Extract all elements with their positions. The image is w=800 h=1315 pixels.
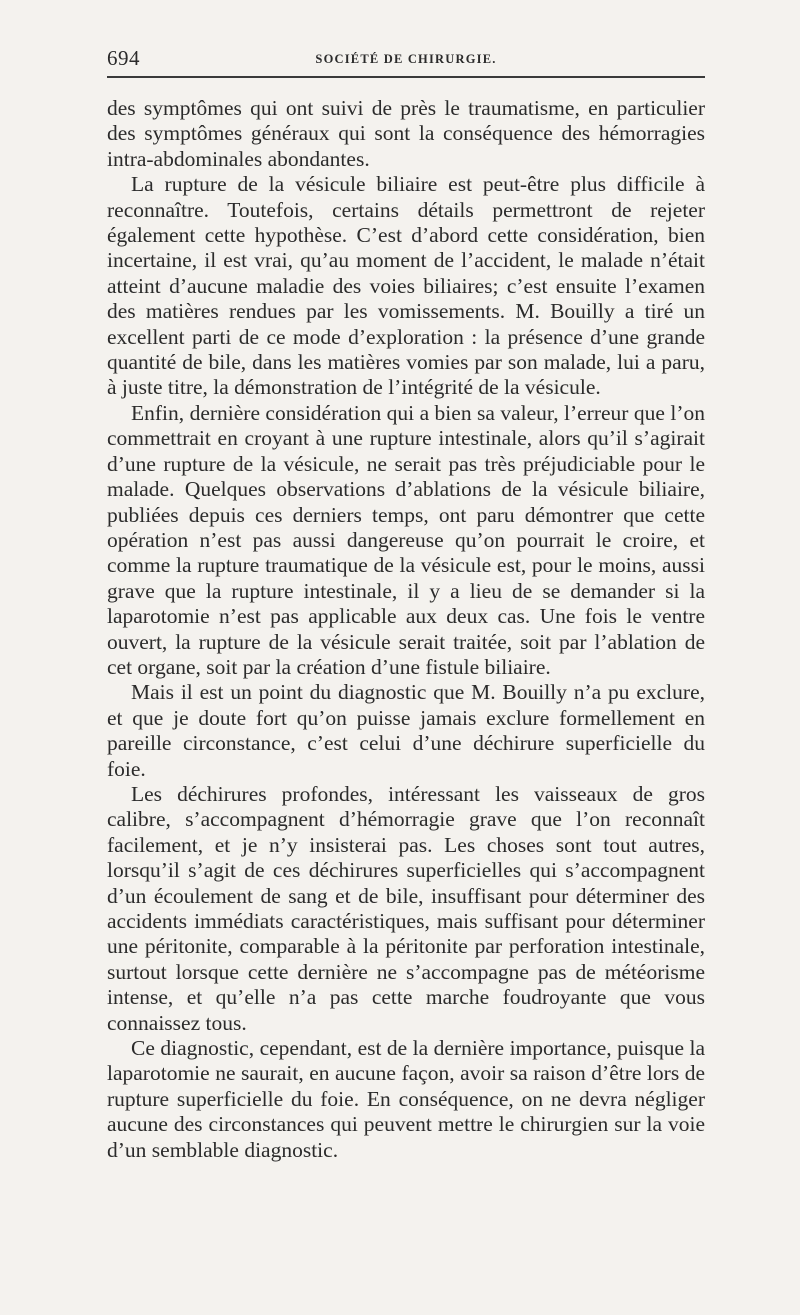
running-title: SOCIÉTÉ DE CHIRURGIE.	[315, 52, 497, 66]
paragraph: Les déchirures profondes, intéressant les vaisseaux de gros calibre, s’accompagnent d’hémorragie grave que l’on reconnaît facilement, et je n’y insisterai pas. Les choses sont tout autres, lorsqu’il s’agit de ces déchirures superficielles qui s’accompagnent d’un écoulement de sang et de bile, insuffisant pour déterminer des accidents immédiats caractéristiques, mais suffisant pour déterminer une péritonite, comparable à la péritonite par perforation intestinale, surtout lorsque cette dernière ne s’accompagne pas de météorisme intense, et qu’elle n’a pas cette marche foudroyante que vous connaissez tous.	[107, 781, 705, 1035]
paragraph: Enfin, dernière considération qui a bien sa valeur, l’erreur que l’on commettrait en croyant à une rupture intestinale, alors qu’il s’agirait d’une rupture de la vésicule, ne serait pas très préjudiciable pour le malade. Quelques observations d’ablations de la vésicule biliaire, publiées depuis ces derniers temps, ont paru démontrer que cette opération n’est pas aussi dangereuse qu’on pourrait le croire, et comme la rupture traumatique de la vésicule est, pour le moins, aussi grave que la rupture intestinale, il y a lieu de se demander si la laparotomie n’est pas applicable aux deux cas. Une fois le ventre ouvert, la rupture de la vésicule serait traitée, soit par l’ablation de cet organe, soit par la création d’une fistule biliaire.	[107, 400, 705, 679]
page-header	[107, 46, 705, 76]
header-rule	[107, 76, 705, 78]
paragraph: Mais il est un point du diagnostic que M. Bouilly n’a pu exclure, et que je doute fort qu’on puisse jamais exclure formellement en pareille circonstance, c’est celui d’une déchirure superficielle du foie.	[107, 680, 705, 781]
body-text	[107, 96, 705, 1163]
paragraph: La rupture de la vésicule biliaire est peut-être plus difficile à reconnaître. Toutefois, certains détails permettront de rejeter également cette hypothèse. C’est d’abord cette considération, bien incertaine, il est vrai, qu’au moment de l’accident, le malade n’était atteint d’aucune maladie des voies biliaires; c’est ensuite l’examen des matières rendues par les vomissements. M. Bouilly a tiré un excellent parti de ce mode d’exploration : la présence d’une grande quantité de bile, dans les matières vomies par son malade, lui a paru, à juste titre, la démonstration de l’intégrité de la vésicule.	[107, 172, 705, 400]
paragraph: Ce diagnostic, cependant, est de la dernière importance, puisque la laparotomie ne saurait, en aucune façon, avoir sa raison d’être lors de rupture superficielle du foie. En conséquence, on ne devra négliger aucune des circonstances qui peuvent mettre le chirurgien sur la voie d’un semblable diagnostic.	[107, 1036, 705, 1162]
paragraph: des symptômes qui ont suivi de près le traumatisme, en particulier des symptômes généraux qui sont la conséquence des hémorragies intra-abdominales abondantes.	[107, 96, 705, 171]
page-number: 694	[107, 46, 140, 70]
